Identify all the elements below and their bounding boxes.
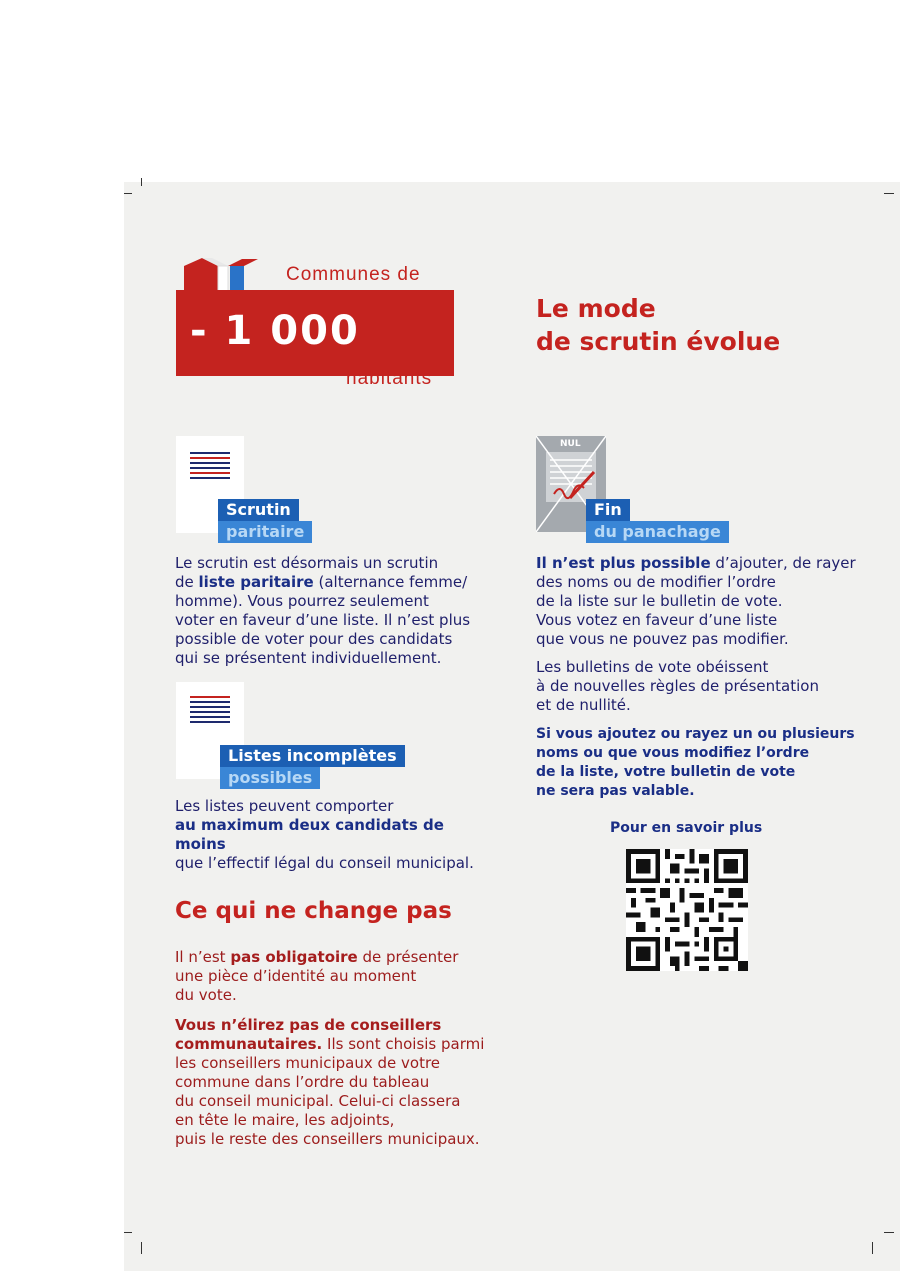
tag-possibles: possibles — [220, 767, 320, 789]
bold-text: Il n’est plus possible — [536, 554, 711, 572]
crop-mark-top-left — [124, 193, 132, 194]
text-line: des noms ou de modifier l’ordre — [536, 573, 776, 591]
text-line: commune dans l’ordre du tableau — [175, 1073, 430, 1091]
text-line: du conseil municipal. Celui-ci classera — [175, 1092, 461, 1110]
text-line: Les listes peuvent comporter — [175, 797, 394, 815]
crop-mark-bottom-left-v — [141, 1242, 142, 1254]
tag-listes-incompletes: Listes incomplètes — [220, 745, 405, 767]
text-line: à de nouvelles règles de présentation — [536, 677, 819, 695]
text-line: noms ou que vous modifiez l’ordre — [536, 745, 810, 761]
text-line — [175, 816, 495, 854]
section-title-unchanged: Ce qui ne change pas — [175, 898, 452, 924]
text-line: ne sera pas valable. — [536, 783, 695, 799]
text-line: Si vous ajoutez ou rayez un ou plusieurs — [536, 726, 855, 742]
text-line: voter en faveur d’une liste. Il n’est plus — [175, 611, 471, 629]
bold-text: communautaires. — [175, 1035, 323, 1053]
ballot-lines-icon — [190, 452, 230, 482]
text-line: une pièce d’identité au moment — [175, 967, 417, 985]
text-line: Le scrutin est désormais un scrutin — [175, 554, 439, 572]
bold-text: pas obligatoire — [230, 948, 358, 966]
tag-scrutin: Scrutin — [218, 499, 299, 521]
paragraph-listes-incompletes — [175, 797, 495, 873]
bold-text: Vous n’élirez pas de conseillers — [175, 1016, 442, 1034]
paragraph-piece-identite — [175, 948, 495, 1005]
text-line: en tête le maire, les adjoints, — [175, 1111, 395, 1129]
text-line: puis le reste des conseillers municipaux. — [175, 1130, 480, 1148]
crop-mark-top-right — [884, 193, 894, 194]
crop-mark-top-left-v — [141, 178, 142, 186]
text-line: du vote. — [175, 986, 237, 1004]
text-line: de la liste, votre bulletin de vote — [536, 764, 796, 780]
text-line: de liste paritaire (alternance femme/ — [175, 573, 468, 591]
crop-mark-bottom-right — [884, 1232, 894, 1233]
title-line-2: de scrutin évolue — [536, 327, 781, 356]
paragraph-bulletins — [536, 658, 876, 715]
nul-label: NUL — [560, 439, 581, 449]
paragraph-scrutin-paritaire — [175, 554, 495, 668]
crop-mark-bottom-left — [124, 1232, 132, 1233]
text-line: Les bulletins de vote obéissent — [536, 658, 769, 676]
bold-text: liste paritaire — [198, 573, 314, 591]
qr-label: Pour en savoir plus — [610, 820, 763, 836]
text-line: que l’effectif légal du conseil municipal. — [175, 854, 474, 872]
qr-code-icon[interactable] — [626, 849, 748, 971]
logo-bottom-label: habitants — [346, 368, 433, 389]
bold-text: au maximum deux candidats de moins — [175, 816, 444, 853]
text-line: de la liste sur le bulletin de vote. — [536, 592, 783, 610]
tag-paritaire: paritaire — [218, 521, 312, 543]
page-title — [536, 292, 780, 358]
tag-fin: Fin — [586, 499, 630, 521]
paragraph-conseillers — [175, 1016, 495, 1149]
logo-top-label: Communes de — [286, 264, 421, 285]
text-line — [175, 1016, 495, 1035]
text-line: Vous votez en faveur d’une liste — [536, 611, 778, 629]
crop-mark-bottom-right-v — [872, 1242, 873, 1254]
text-line: homme). Vous pourrez seulement — [175, 592, 429, 610]
tag-panachage: du panachage — [586, 521, 729, 543]
text-line: Il n’est plus possible d’ajouter, de rayer — [536, 554, 856, 572]
text-line: Il n’est pas obligatoire de présenter — [175, 948, 459, 966]
text-line: que vous ne pouvez pas modifier. — [536, 630, 789, 648]
paragraph-panachage — [536, 554, 876, 649]
text-line: les conseillers municipaux de votre — [175, 1054, 441, 1072]
text-line: qui se présentent individuellement. — [175, 649, 442, 667]
text-line: possible de voter pour des candidats — [175, 630, 453, 648]
ballot-lines-icon — [190, 696, 230, 726]
text-line: communautaires. Ils sont choisis parmi — [175, 1035, 485, 1053]
paragraph-warning — [536, 725, 876, 801]
title-line-1: Le mode — [536, 294, 656, 323]
text-line: et de nullité. — [536, 696, 631, 714]
population-number: - 1 000 — [190, 308, 360, 354]
